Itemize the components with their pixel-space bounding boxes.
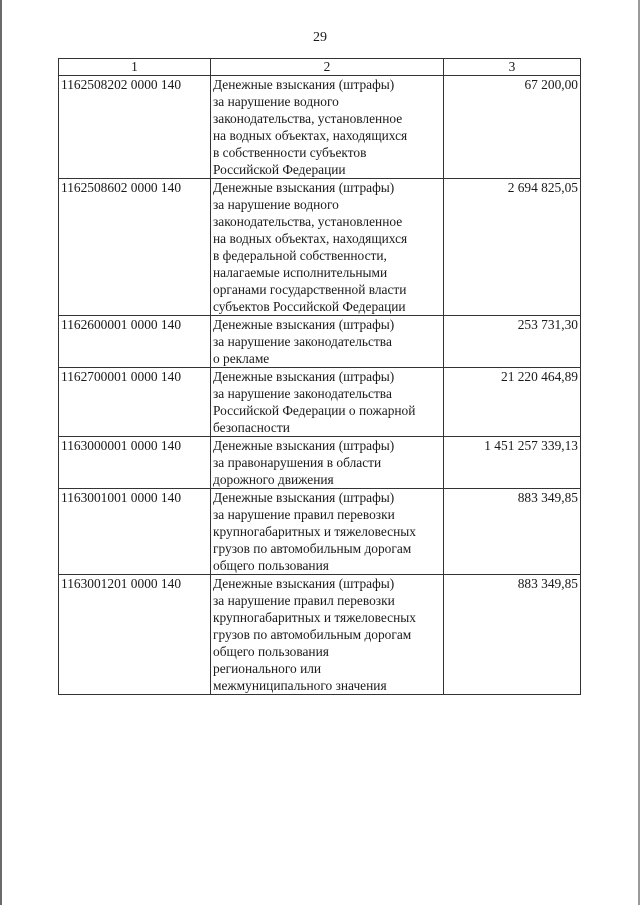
revenue-name-line: за нарушение водного: [213, 197, 339, 212]
revenue-name-line: законодательства, установленное: [213, 111, 403, 126]
revenue-name: [211, 179, 444, 316]
column-header-amount: 3: [444, 59, 581, 76]
revenue-name-line: Российской Федерации о пожарной: [213, 403, 416, 418]
revenue-name-line: Денежные взыскания (штрафы): [213, 576, 395, 591]
table-row: [59, 316, 581, 368]
revenue-name-line: органами государственной власти: [213, 282, 407, 297]
revenue-code: 1163001201 0000 140: [59, 575, 211, 695]
revenue-name-line: за нарушение правил перевозки: [213, 507, 395, 522]
revenue-name: [211, 368, 444, 437]
revenue-name-line: Российской Федерации: [213, 162, 346, 177]
revenue-name-line: законодательства, установленное: [213, 214, 403, 229]
column-header-name: 2: [211, 59, 444, 76]
revenue-name-line: за нарушение законодательства: [213, 334, 392, 349]
revenue-name-line: на водных объектах, находящихся: [213, 128, 408, 143]
revenue-amount: 883 349,85: [444, 489, 581, 575]
revenue-name-line: регионального или: [213, 661, 322, 676]
table-row: [59, 368, 581, 437]
revenue-amount: 883 349,85: [444, 575, 581, 695]
revenue-name-line: грузов по автомобильным дорогам: [213, 627, 412, 642]
header-row: [59, 59, 581, 76]
table-row: [59, 437, 581, 489]
revenue-name-line: за нарушение водного: [213, 94, 339, 109]
revenue-code: 1162508202 0000 140: [59, 76, 211, 179]
revenue-name-line: дорожного движения: [213, 472, 334, 487]
revenue-name: [211, 575, 444, 695]
revenue-name-line: Денежные взыскания (штрафы): [213, 77, 395, 92]
revenue-name-line: Денежные взыскания (штрафы): [213, 490, 395, 505]
revenue-name-line: субъектов Российской Федерации: [213, 299, 406, 314]
table-row: [59, 76, 581, 179]
revenue-code: 1162508602 0000 140: [59, 179, 211, 316]
revenue-amount: 67 200,00: [444, 76, 581, 179]
table-row: [59, 575, 581, 695]
revenue-name: [211, 489, 444, 575]
revenue-code: 1162700001 0000 140: [59, 368, 211, 437]
revenue-name-line: межмуниципального значения: [213, 678, 387, 693]
table-header: [59, 59, 581, 76]
revenue-name-line: за нарушение правил перевозки: [213, 593, 395, 608]
revenue-name-line: Денежные взыскания (штрафы): [213, 317, 395, 332]
revenue-code: 1163000001 0000 140: [59, 437, 211, 489]
revenue-name-line: в собственности субъектов: [213, 145, 367, 160]
revenue-name-line: крупногабаритных и тяжеловесных: [213, 610, 416, 625]
table-body: [59, 76, 581, 695]
revenue-amount: 2 694 825,05: [444, 179, 581, 316]
budget-table: [58, 58, 581, 695]
revenue-amount: 21 220 464,89: [444, 368, 581, 437]
table-row: [59, 179, 581, 316]
revenue-name-line: за правонарушения в области: [213, 455, 382, 470]
page-edge-left: [0, 0, 2, 905]
revenue-name-line: безопасности: [213, 420, 290, 435]
revenue-name: [211, 437, 444, 489]
revenue-name-line: Денежные взыскания (штрафы): [213, 369, 395, 384]
revenue-name: [211, 316, 444, 368]
revenue-name-line: на водных объектах, находящихся: [213, 231, 408, 246]
revenue-code: 1162600001 0000 140: [59, 316, 211, 368]
revenue-amount: 1 451 257 339,13: [444, 437, 581, 489]
revenue-name-line: Денежные взыскания (штрафы): [213, 180, 395, 195]
revenue-name-line: за нарушение законодательства: [213, 386, 392, 401]
column-header-code: 1: [59, 59, 211, 76]
table-row: [59, 489, 581, 575]
revenue-name: [211, 76, 444, 179]
revenue-name-line: Денежные взыскания (штрафы): [213, 438, 395, 453]
revenue-name-line: о рекламе: [213, 351, 270, 366]
revenue-code: 1163001001 0000 140: [59, 489, 211, 575]
page-number: 29: [313, 30, 327, 45]
revenue-name-line: грузов по автомобильным дорогам: [213, 541, 412, 556]
revenue-name-line: крупногабаритных и тяжеловесных: [213, 524, 416, 539]
revenue-name-line: в федеральной собственности,: [213, 248, 387, 263]
revenue-name-line: налагаемые исполнительными: [213, 265, 388, 280]
revenue-amount: 253 731,30: [444, 316, 581, 368]
revenue-name-line: общего пользования: [213, 644, 329, 659]
revenue-name-line: общего пользования: [213, 558, 329, 573]
